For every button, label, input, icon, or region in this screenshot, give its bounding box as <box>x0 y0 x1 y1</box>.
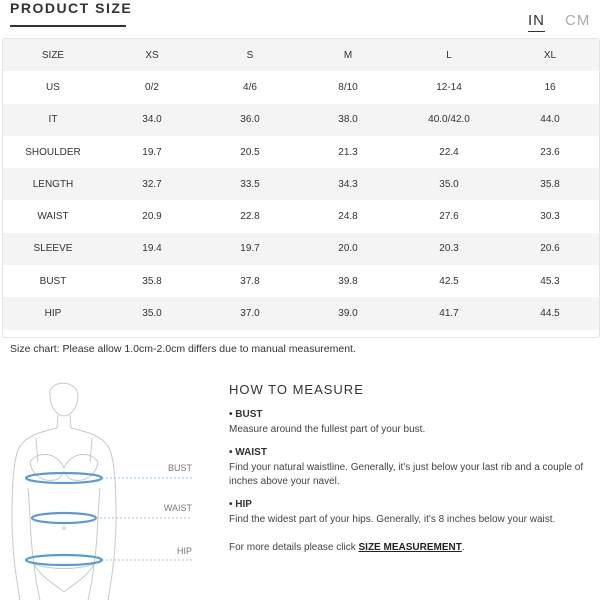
size-table <box>2 38 600 338</box>
column-header: SIZE <box>3 39 103 71</box>
hip-label: HIP <box>176 546 192 556</box>
waist-label: WAIST <box>163 503 192 513</box>
table-row <box>3 168 599 200</box>
table-cell: 40.0/42.0 <box>397 104 501 136</box>
table-cell: 30.3 <box>501 200 599 232</box>
waist-band <box>32 513 96 523</box>
table-cell: 12-14 <box>397 71 501 103</box>
table-cell: 45.3 <box>501 265 599 297</box>
table-cell: 34.0 <box>103 104 201 136</box>
table-cell: 36.0 <box>201 104 299 136</box>
table-cell: 27.6 <box>397 200 501 232</box>
table-row <box>3 104 599 136</box>
section-hip <box>229 499 594 527</box>
table-cell: 37.8 <box>201 265 299 297</box>
table-cell: 22.4 <box>397 136 501 168</box>
row-label: SHOULDER <box>3 136 103 168</box>
table-cell: 20.0 <box>299 233 397 265</box>
table-cell: 38.0 <box>299 104 397 136</box>
table-cell: 39.8 <box>299 265 397 297</box>
table-cell: 35.0 <box>397 168 501 200</box>
table-cell: 21.3 <box>299 136 397 168</box>
column-header: S <box>201 39 299 71</box>
bust-label: BUST <box>167 463 192 473</box>
row-label: HIP <box>3 297 103 329</box>
unit-toggle-cm[interactable]: CM <box>565 12 591 29</box>
table-row <box>3 136 599 168</box>
more-details-suffix: . <box>461 542 465 553</box>
size-measurement-link[interactable]: SIZE MEASUREMENT <box>358 542 462 553</box>
table-cell: 22.8 <box>201 200 299 232</box>
table-cell: 37.0 <box>201 297 299 329</box>
table-cell: 19.4 <box>103 233 201 265</box>
table-cell: 44.0 <box>501 104 599 136</box>
table-cell: 39.0 <box>299 297 397 329</box>
table-cell: 20.5 <box>201 136 299 168</box>
table-cell: 0/2 <box>103 71 201 103</box>
header <box>0 0 600 40</box>
table-cell: 24.8 <box>299 200 397 232</box>
table-cell: 20.9 <box>103 200 201 232</box>
column-header: XL <box>501 39 599 71</box>
section-text: Measure around the fullest part of your bust. <box>229 424 426 435</box>
table-cell: 42.5 <box>397 265 501 297</box>
section-text: Find your natural waistline. Generally, it's just below your last rib and a couple of inches above your navel. <box>229 462 584 487</box>
bust-band <box>26 473 102 483</box>
hip-band <box>26 555 102 565</box>
table-row <box>3 297 599 329</box>
section-heading: • HIP <box>229 499 252 510</box>
table-cell: 20.3 <box>397 233 501 265</box>
section-heading: • WAIST <box>229 447 267 458</box>
section-waist <box>229 447 594 489</box>
section-text: Find the widest part of your hips. Generally, it's 8 inches below your waist. <box>229 514 556 525</box>
row-label: SLEEVE <box>3 233 103 265</box>
table-cell: 19.7 <box>103 136 201 168</box>
table-header-row <box>3 39 599 71</box>
table-cell: 4/6 <box>201 71 299 103</box>
more-details-prefix: For more details please click <box>229 542 359 553</box>
table-cell: 32.7 <box>103 168 201 200</box>
table-cell: 35.8 <box>103 265 201 297</box>
section-heading: • BUST <box>229 409 263 420</box>
table-cell: 35.8 <box>501 168 599 200</box>
row-label: US <box>3 71 103 103</box>
table-cell: 8/10 <box>299 71 397 103</box>
body-outline-illustration <box>0 378 210 600</box>
table-cell: 44.5 <box>501 297 599 329</box>
unit-toggle-in[interactable]: IN <box>528 12 545 29</box>
table-row <box>3 71 599 103</box>
row-label: IT <box>3 104 103 136</box>
how-to-measure-title: HOW TO MEASURE <box>229 382 364 397</box>
row-label: BUST <box>3 265 103 297</box>
body-figure <box>0 378 210 600</box>
row-label: LENGTH <box>3 168 103 200</box>
title-underline <box>10 25 126 27</box>
column-header: XS <box>103 39 201 71</box>
table-cell: 34.3 <box>299 168 397 200</box>
table-cell: 20.6 <box>501 233 599 265</box>
page-title: PRODUCT SIZE <box>10 0 133 16</box>
table-cell: 16 <box>501 71 599 103</box>
table-row <box>3 265 599 297</box>
column-header: M <box>299 39 397 71</box>
table-cell: 19.7 <box>201 233 299 265</box>
table-cell: 41.7 <box>397 297 501 329</box>
more-details <box>229 542 594 553</box>
table-cell: 35.0 <box>103 297 201 329</box>
row-label: WAIST <box>3 200 103 232</box>
table-cell: 33.5 <box>201 168 299 200</box>
how-to-measure <box>229 382 594 553</box>
column-header: L <box>397 39 501 71</box>
size-note: Size chart: Please allow 1.0cm-2.0cm differs due to manual measurement. <box>10 343 356 355</box>
section-bust <box>229 409 594 437</box>
table-row <box>3 233 599 265</box>
table-row <box>3 200 599 232</box>
table-cell: 23.6 <box>501 136 599 168</box>
